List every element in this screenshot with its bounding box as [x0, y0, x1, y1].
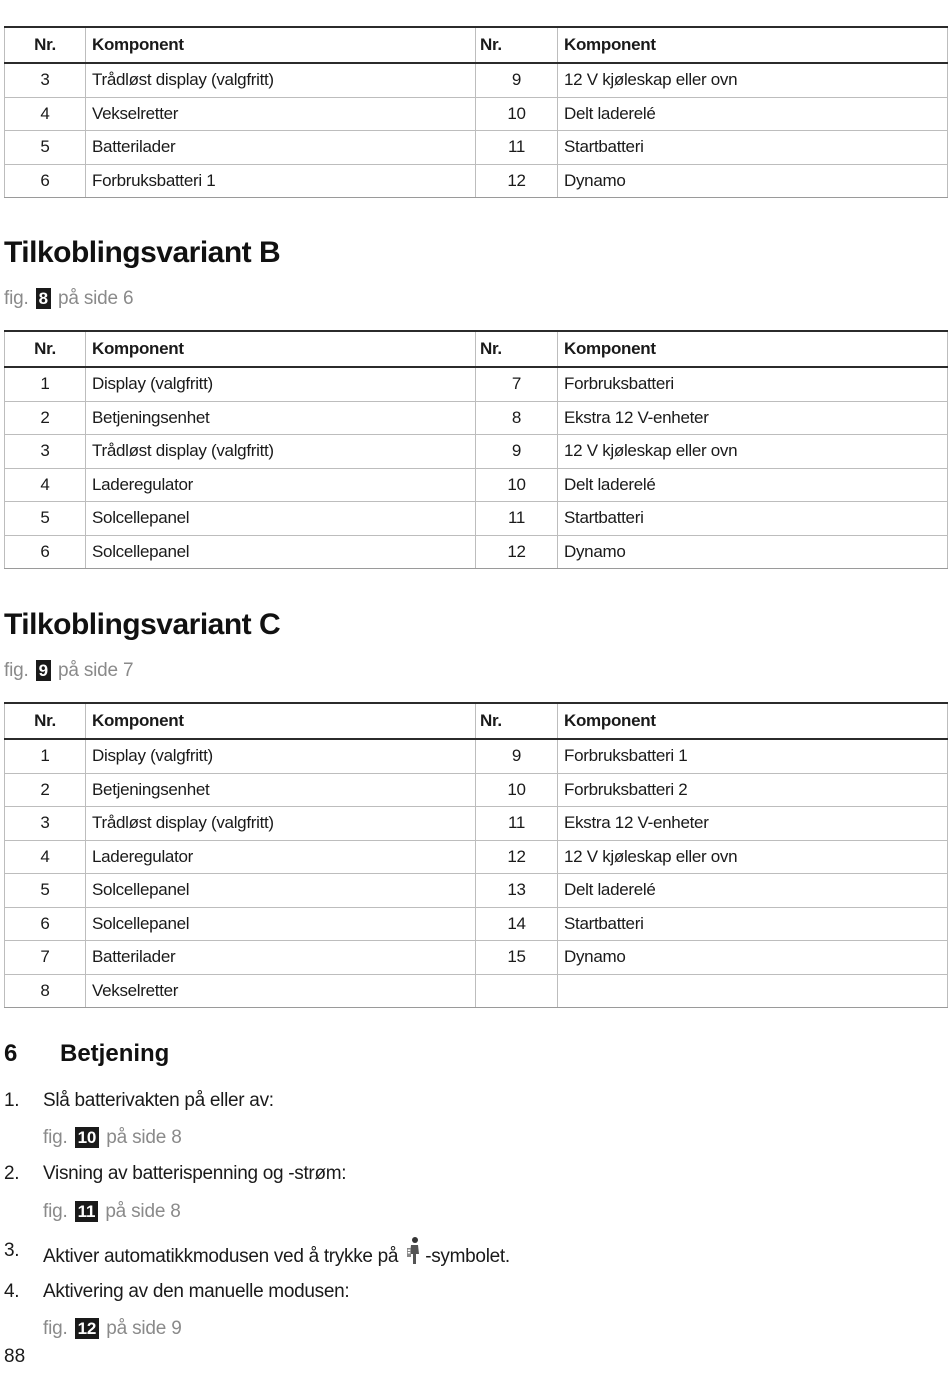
component-number: 1: [5, 739, 86, 773]
step-item: [4, 1281, 349, 1303]
component-name: Solcellepanel: [86, 535, 476, 569]
component-number: 3: [5, 435, 86, 469]
component-number: 11: [476, 131, 558, 165]
component-number: 14: [476, 907, 558, 941]
component-number: 9: [476, 435, 558, 469]
fig-number-badge[interactable]: 11: [75, 1201, 99, 1222]
fig-number-badge[interactable]: 12: [75, 1318, 100, 1339]
table-header-row: [5, 703, 948, 739]
component-name: Betjeningsenhet: [86, 773, 476, 807]
component-name: 12 V kjøleskap eller ovn: [558, 840, 948, 874]
table-row: [5, 97, 948, 131]
component-name: Delt laderelé: [558, 468, 948, 502]
table-header-row: [5, 331, 948, 367]
component-name: Forbruksbatteri: [558, 367, 948, 401]
component-number: 11: [476, 502, 558, 536]
fig-prefix: fig.: [43, 1127, 68, 1148]
table-row: [5, 435, 948, 469]
table-row: [5, 502, 948, 536]
step-item: [4, 1163, 346, 1185]
header-nr: Nr.: [476, 331, 558, 367]
step-number: 2.: [4, 1163, 20, 1184]
section-number: 6: [4, 1040, 18, 1067]
header-komponent: Komponent: [558, 331, 948, 367]
auto-mode-person-icon: [405, 1236, 423, 1266]
table-c-container: [4, 702, 948, 1008]
component-name: Trådløst display (valgfritt): [86, 435, 476, 469]
component-name: 12 V kjøleskap eller ovn: [558, 435, 948, 469]
fig-number-badge[interactable]: 10: [75, 1127, 100, 1148]
table-row: [5, 63, 948, 97]
component-name: Solcellepanel: [86, 874, 476, 908]
table-row: [5, 773, 948, 807]
table-b-container: [4, 330, 948, 569]
component-number: 5: [5, 502, 86, 536]
fig-page-ref: på side 7: [58, 660, 134, 681]
step-number: 3.: [4, 1240, 20, 1261]
table-row: [5, 131, 948, 165]
component-name: Forbruksbatteri 2: [558, 773, 948, 807]
component-number: 10: [476, 773, 558, 807]
component-number: 1: [5, 367, 86, 401]
component-name: Delt laderelé: [558, 97, 948, 131]
header-nr: Nr.: [5, 703, 86, 739]
fig-page-ref: på side 8: [105, 1201, 181, 1222]
component-name: Solcellepanel: [86, 907, 476, 941]
component-number: 5: [5, 874, 86, 908]
component-number: 8: [5, 974, 86, 1008]
component-name: Ekstra 12 V-enheter: [558, 401, 948, 435]
step-figref: [43, 1201, 181, 1223]
component-name: Startbatteri: [558, 131, 948, 165]
component-number: 10: [476, 97, 558, 131]
component-name: 12 V kjøleskap eller ovn: [558, 63, 948, 97]
step-item: [4, 1236, 510, 1268]
table-row: [5, 974, 948, 1008]
component-number: 8: [476, 401, 558, 435]
component-name: Ekstra 12 V-enheter: [558, 807, 948, 841]
step-text: Visning av batterispenning og -strøm:: [43, 1163, 347, 1184]
component-number: 7: [5, 941, 86, 975]
component-name: Forbruksbatteri 1: [86, 164, 476, 198]
component-number: 7: [476, 367, 558, 401]
step-figref: [43, 1127, 182, 1149]
step-text: Slå batterivakten på eller av:: [43, 1090, 274, 1111]
table-header-row: [5, 27, 948, 63]
step-text: Aktiver automatikkmodusen ved å trykke på: [43, 1246, 399, 1267]
header-nr: Nr.: [5, 27, 86, 63]
table-row: [5, 401, 948, 435]
component-number: 10: [476, 468, 558, 502]
step-number: 1.: [4, 1090, 20, 1111]
fig-prefix: fig.: [4, 660, 29, 681]
table-row: [5, 840, 948, 874]
table-row: [5, 468, 948, 502]
variant-b-figref: [4, 288, 133, 310]
component-number: 6: [5, 164, 86, 198]
table-row: [5, 807, 948, 841]
header-komponent: Komponent: [86, 703, 476, 739]
component-number: 2: [5, 401, 86, 435]
component-number: 15: [476, 941, 558, 975]
component-number: 9: [476, 63, 558, 97]
header-nr: Nr.: [5, 331, 86, 367]
fig-page-ref: på side 9: [106, 1318, 182, 1339]
fig-number-badge[interactable]: 9: [36, 660, 51, 681]
page-number: 88: [4, 1346, 26, 1367]
fig-page-ref: på side 8: [106, 1127, 182, 1148]
header-nr: Nr.: [476, 27, 558, 63]
variant-c-title: Tilkoblingsvariant C: [4, 608, 281, 641]
component-table-a: [4, 26, 948, 198]
component-name: Batterilader: [86, 941, 476, 975]
component-name: Dynamo: [558, 941, 948, 975]
component-name: [558, 974, 948, 1008]
component-name: Dynamo: [558, 164, 948, 198]
component-number: 6: [5, 907, 86, 941]
table-row: [5, 164, 948, 198]
table-row: [5, 874, 948, 908]
component-name: Trådløst display (valgfritt): [86, 63, 476, 97]
component-name: Vekselretter: [86, 974, 476, 1008]
table-row: [5, 941, 948, 975]
header-nr: Nr.: [476, 703, 558, 739]
component-name: Delt laderelé: [558, 874, 948, 908]
component-number: 3: [5, 807, 86, 841]
component-number: 5: [5, 131, 86, 165]
variant-b-heading-block: [4, 236, 280, 270]
header-komponent: Komponent: [86, 331, 476, 367]
header-komponent: Komponent: [558, 703, 948, 739]
table-row: [5, 739, 948, 773]
component-name: Startbatteri: [558, 502, 948, 536]
component-number: 4: [5, 97, 86, 131]
component-name: Forbruksbatteri 1: [558, 739, 948, 773]
step-text: Aktivering av den manuelle modusen:: [43, 1281, 350, 1302]
component-name: Laderegulator: [86, 468, 476, 502]
table-a-container: [4, 26, 948, 198]
table-row: [5, 535, 948, 569]
fig-prefix: fig.: [43, 1318, 68, 1339]
header-komponent: Komponent: [86, 27, 476, 63]
header-komponent: Komponent: [558, 27, 948, 63]
component-name: Display (valgfritt): [86, 739, 476, 773]
step-item: [4, 1090, 274, 1112]
section-title: Betjening: [60, 1040, 170, 1067]
component-name: Dynamo: [558, 535, 948, 569]
component-name: Trådløst display (valgfritt): [86, 807, 476, 841]
step-text-suffix: -symbolet.: [425, 1246, 510, 1267]
section-heading: [4, 1040, 169, 1068]
component-number: 2: [5, 773, 86, 807]
table-row: [5, 907, 948, 941]
fig-prefix: fig.: [43, 1201, 68, 1222]
component-name: Laderegulator: [86, 840, 476, 874]
step-figref: [43, 1318, 182, 1340]
component-table-b: [4, 330, 948, 569]
table-row: [5, 367, 948, 401]
component-number: [476, 974, 558, 1008]
fig-page-ref: på side 6: [58, 288, 134, 309]
fig-number-badge[interactable]: 8: [36, 288, 51, 309]
component-number: 12: [476, 840, 558, 874]
component-number: 6: [5, 535, 86, 569]
component-number: 12: [476, 535, 558, 569]
component-name: Display (valgfritt): [86, 367, 476, 401]
component-name: Startbatteri: [558, 907, 948, 941]
component-number: 3: [5, 63, 86, 97]
component-number: 4: [5, 468, 86, 502]
variant-c-figref: [4, 660, 133, 682]
component-name: Solcellepanel: [86, 502, 476, 536]
component-table-c: [4, 702, 948, 1008]
component-number: 11: [476, 807, 558, 841]
component-number: 4: [5, 840, 86, 874]
variant-b-title: Tilkoblingsvariant B: [4, 236, 281, 269]
step-number: 4.: [4, 1281, 20, 1302]
component-name: Betjeningsenhet: [86, 401, 476, 435]
fig-prefix: fig.: [4, 288, 29, 309]
component-name: Batterilader: [86, 131, 476, 165]
component-number: 13: [476, 874, 558, 908]
component-name: Vekselretter: [86, 97, 476, 131]
component-number: 9: [476, 739, 558, 773]
component-number: 12: [476, 164, 558, 198]
variant-c-heading-block: [4, 608, 280, 642]
